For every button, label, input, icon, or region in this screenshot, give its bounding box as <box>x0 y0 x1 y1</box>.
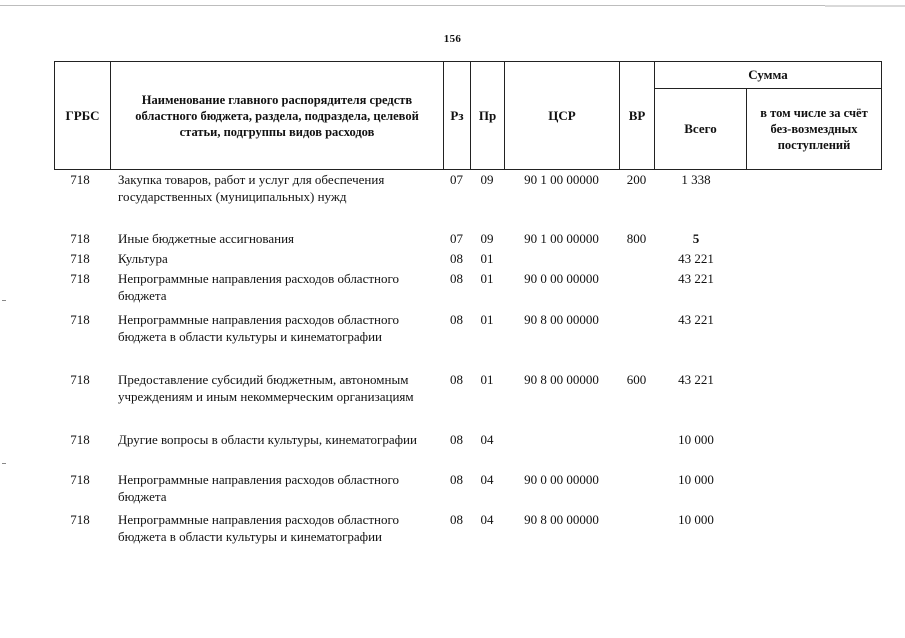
top-rule <box>0 5 905 6</box>
cell-total: 43 221 <box>678 312 714 327</box>
cell-name: Непрограммные направления расходов областного бюджета <box>118 271 399 303</box>
cell-rz: 08 <box>450 512 463 527</box>
page-number: 156 <box>443 33 462 45</box>
cell-free <box>746 311 881 371</box>
cell-vr <box>619 471 654 511</box>
cell-vr <box>619 270 654 311</box>
header-free: в том числе за счёт без-возмездных поступлений <box>747 89 882 170</box>
cell-total: 10 000 <box>678 472 714 487</box>
header-grbs: ГРБС <box>55 62 111 170</box>
cell-free <box>746 230 881 250</box>
table-row <box>54 471 881 511</box>
cell-name: Предоставление субсидий бюджетным, автономным учреждениям и иным некоммерческим организациям <box>118 372 414 404</box>
table-row <box>54 311 881 371</box>
cell-rz: 08 <box>450 432 463 447</box>
cell-grbs: 718 <box>70 172 90 187</box>
cell-pr: 09 <box>480 172 494 187</box>
table-row <box>54 230 881 250</box>
cell-vr: 600 <box>626 372 647 387</box>
cell-total: 43 221 <box>678 372 714 387</box>
cell-csr: 90 1 00 00000 <box>524 172 599 187</box>
cell-rz: 07 <box>450 172 463 187</box>
table-row <box>54 171 881 230</box>
cell-pr: 01 <box>480 312 494 327</box>
cell-rz: 08 <box>450 271 463 286</box>
cell-pr: 04 <box>480 512 494 527</box>
cell-vr: 800 <box>626 231 647 246</box>
cell-csr: 90 0 00 00000 <box>524 271 599 286</box>
cell-free <box>746 171 881 230</box>
cell-rz: 08 <box>450 312 463 327</box>
cell-total: 43 221 <box>678 251 714 266</box>
cell-grbs: 718 <box>70 372 90 387</box>
cell-csr: 90 8 00 00000 <box>524 372 599 387</box>
scan-mark <box>2 300 6 301</box>
table-row <box>54 270 881 311</box>
cell-pr: 04 <box>480 432 494 447</box>
table-body <box>54 171 881 571</box>
cell-csr: 90 8 00 00000 <box>524 312 599 327</box>
header-pr: Пр <box>471 62 505 170</box>
cell-total: 5 <box>692 231 700 246</box>
cell-vr <box>619 311 654 371</box>
scan-mark <box>2 463 6 464</box>
cell-csr <box>504 250 619 270</box>
cell-pr: 01 <box>480 372 494 387</box>
cell-name: Иные бюджетные ассигнования <box>118 231 295 246</box>
cell-name: Другие вопросы в области культуры, кинематографии <box>118 432 417 447</box>
cell-name: Непрограммные направления расходов областного бюджета в области культуры и кинематографии <box>118 512 399 544</box>
header-csr: ЦСР <box>505 62 620 170</box>
header-name: Наименование главного распорядителя средств областного бюджета, раздела, подраздела, целевой статьи, подгруппы видов расходов <box>111 62 444 170</box>
cell-grbs: 718 <box>70 512 90 527</box>
cell-name: Непрограммные направления расходов областного бюджета в области культуры и кинематографии <box>118 312 399 344</box>
header-rz: Рз <box>444 62 471 170</box>
cell-free <box>746 471 881 511</box>
cell-rz: 08 <box>450 472 463 487</box>
header-vr: ВР <box>620 62 655 170</box>
cell-name: Закупка товаров, работ и услуг для обеспечения государственных (муниципальных) нужд <box>118 172 385 204</box>
cell-csr: 90 0 00 00000 <box>524 472 599 487</box>
cell-vr <box>619 431 654 471</box>
cell-vr: 200 <box>626 172 647 187</box>
cell-total: 10 000 <box>678 432 714 447</box>
cell-name: Культура <box>118 251 168 266</box>
header-total: Всего <box>655 89 747 170</box>
cell-vr <box>619 250 654 270</box>
cell-grbs: 718 <box>70 271 90 286</box>
cell-pr: 04 <box>480 472 494 487</box>
cell-free <box>746 270 881 311</box>
table-row <box>54 371 881 431</box>
cell-grbs: 718 <box>70 472 90 487</box>
cell-pr: 09 <box>480 231 494 246</box>
cell-total: 43 221 <box>678 271 714 286</box>
cell-rz: 08 <box>450 251 463 266</box>
header-sum: Сумма <box>655 62 882 89</box>
cell-grbs: 718 <box>70 432 90 447</box>
cell-vr <box>619 511 654 571</box>
table-header <box>54 61 882 170</box>
cell-grbs: 718 <box>70 312 90 327</box>
cell-rz: 08 <box>450 372 463 387</box>
cell-grbs: 718 <box>70 251 90 266</box>
cell-pr: 01 <box>480 271 494 286</box>
cell-free <box>746 431 881 471</box>
cell-grbs: 718 <box>70 231 90 246</box>
cell-total: 1 338 <box>681 172 711 187</box>
cell-csr: 90 1 00 00000 <box>524 231 599 246</box>
cell-free <box>746 371 881 431</box>
cell-free <box>746 511 881 571</box>
cell-csr <box>504 431 619 471</box>
table-row <box>54 511 881 571</box>
table-row <box>54 250 881 270</box>
cell-free <box>746 250 881 270</box>
table-row <box>54 431 881 471</box>
top-rule-mark <box>825 5 905 7</box>
cell-rz: 07 <box>450 231 463 246</box>
cell-name: Непрограммные направления расходов областного бюджета <box>118 472 399 504</box>
cell-total: 10 000 <box>678 512 714 527</box>
cell-csr: 90 8 00 00000 <box>524 512 599 527</box>
cell-pr: 01 <box>480 251 494 266</box>
